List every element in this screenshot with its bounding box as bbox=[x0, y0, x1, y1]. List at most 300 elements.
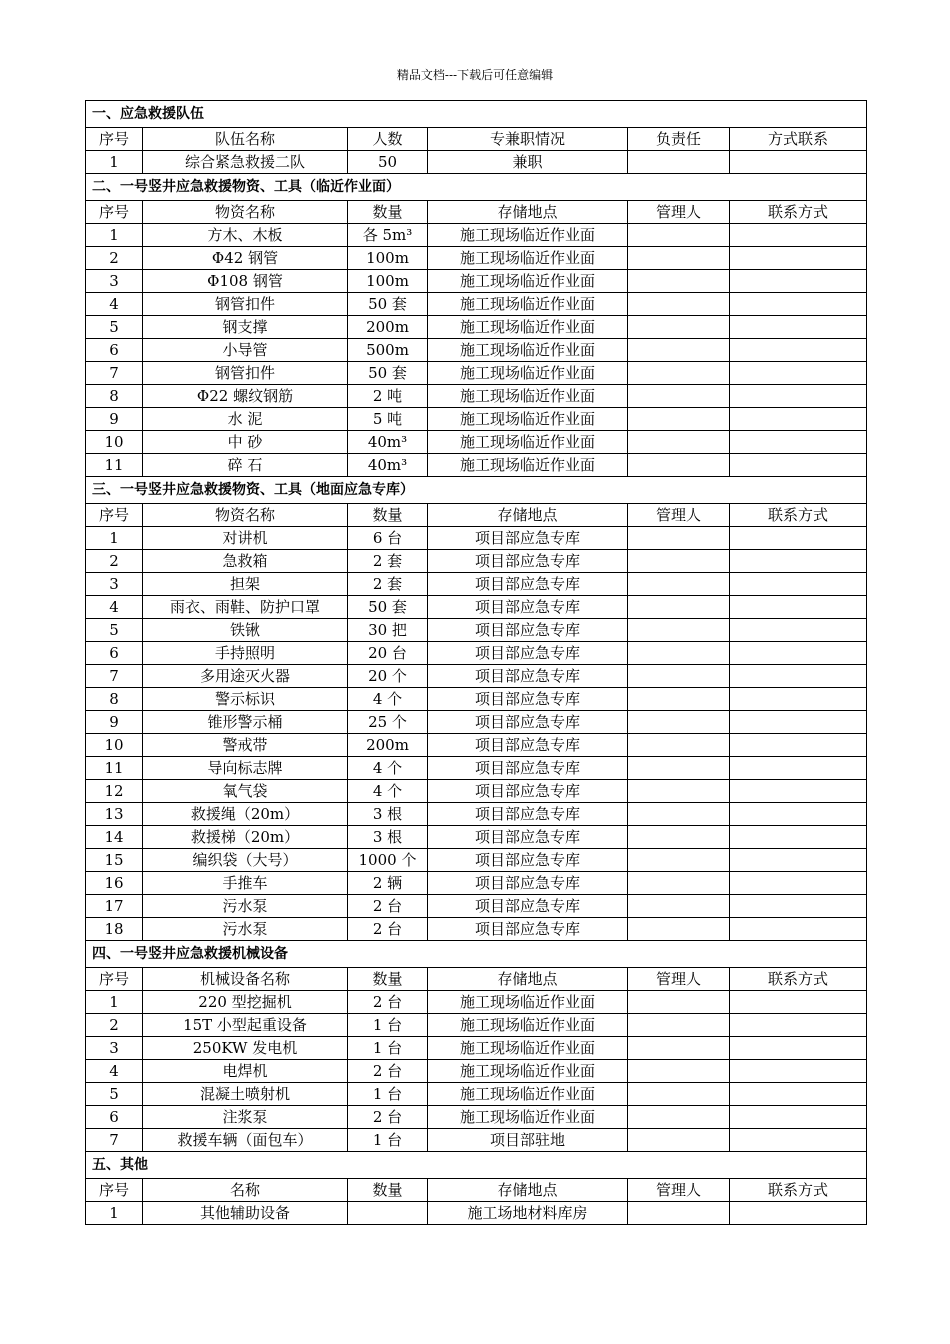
table-cell: 项目部应急专库 bbox=[428, 527, 628, 550]
column-header: 管理人 bbox=[628, 201, 730, 224]
table-cell: 项目部应急专库 bbox=[428, 711, 628, 734]
table-cell: 救援梯（20m） bbox=[143, 826, 348, 849]
table-cell bbox=[730, 385, 867, 408]
table-row bbox=[86, 339, 867, 362]
column-header: 存储地点 bbox=[428, 968, 628, 991]
column-header: 负责任 bbox=[628, 128, 730, 151]
table-row bbox=[86, 151, 867, 174]
table-cell: 2 bbox=[86, 550, 143, 573]
table-cell bbox=[628, 1129, 730, 1152]
table-cell: 250KW 发电机 bbox=[143, 1037, 348, 1060]
table-cell bbox=[628, 1014, 730, 1037]
column-header: 数量 bbox=[348, 968, 428, 991]
table-cell: 1 bbox=[86, 1202, 143, 1225]
table-cell: 1 台 bbox=[348, 1037, 428, 1060]
table-cell bbox=[730, 527, 867, 550]
table-cell bbox=[730, 895, 867, 918]
table-cell bbox=[628, 224, 730, 247]
column-header: 数量 bbox=[348, 1179, 428, 1202]
table-cell bbox=[730, 1083, 867, 1106]
column-header: 联系方式 bbox=[730, 504, 867, 527]
table-cell: 2 套 bbox=[348, 573, 428, 596]
table-cell bbox=[628, 872, 730, 895]
table-cell bbox=[730, 454, 867, 477]
table-cell: 2 台 bbox=[348, 895, 428, 918]
table-cell: 方木、木板 bbox=[143, 224, 348, 247]
table-cell: 项目部应急专库 bbox=[428, 550, 628, 573]
table-cell bbox=[628, 431, 730, 454]
section-title-row bbox=[86, 101, 867, 128]
table-cell bbox=[628, 573, 730, 596]
column-header: 方式联系 bbox=[730, 128, 867, 151]
table-row bbox=[86, 247, 867, 270]
table-cell bbox=[730, 431, 867, 454]
table-cell: 1 台 bbox=[348, 1083, 428, 1106]
table-cell: 救援车辆（面包车） bbox=[143, 1129, 348, 1152]
table-row bbox=[86, 1202, 867, 1225]
table-row bbox=[86, 991, 867, 1014]
table-cell bbox=[730, 362, 867, 385]
column-header: 管理人 bbox=[628, 968, 730, 991]
table-header-row bbox=[86, 201, 867, 224]
table-cell: 水 泥 bbox=[143, 408, 348, 431]
table-cell bbox=[628, 270, 730, 293]
table-row bbox=[86, 895, 867, 918]
table-row bbox=[86, 642, 867, 665]
table-cell bbox=[730, 1202, 867, 1225]
table-cell: 4 个 bbox=[348, 780, 428, 803]
table-cell bbox=[628, 316, 730, 339]
table-cell bbox=[628, 780, 730, 803]
table-cell: 对讲机 bbox=[143, 527, 348, 550]
table-cell: 13 bbox=[86, 803, 143, 826]
table-cell: 2 吨 bbox=[348, 385, 428, 408]
table-cell: 施工现场临近作业面 bbox=[428, 1014, 628, 1037]
table-cell: 项目部应急专库 bbox=[428, 757, 628, 780]
table-cell bbox=[628, 918, 730, 941]
table-cell: 急救箱 bbox=[143, 550, 348, 573]
column-header: 序号 bbox=[86, 504, 143, 527]
table-cell: 钢管扣件 bbox=[143, 362, 348, 385]
table-header-row bbox=[86, 968, 867, 991]
table-cell: 2 套 bbox=[348, 550, 428, 573]
column-header: 联系方式 bbox=[730, 1179, 867, 1202]
table-cell bbox=[628, 619, 730, 642]
column-header: 存储地点 bbox=[428, 201, 628, 224]
table-header-row bbox=[86, 504, 867, 527]
table-cell: 18 bbox=[86, 918, 143, 941]
table-cell: 4 个 bbox=[348, 757, 428, 780]
table-row bbox=[86, 527, 867, 550]
table-cell: 各 5m³ bbox=[348, 224, 428, 247]
table-cell: 6 bbox=[86, 1106, 143, 1129]
table-cell: 5 吨 bbox=[348, 408, 428, 431]
table-cell: 16 bbox=[86, 872, 143, 895]
table-cell: 8 bbox=[86, 688, 143, 711]
table-cell: Φ22 螺纹钢筋 bbox=[143, 385, 348, 408]
table-cell: 担架 bbox=[143, 573, 348, 596]
table-cell: 14 bbox=[86, 826, 143, 849]
table-cell: 5 bbox=[86, 316, 143, 339]
table-cell bbox=[730, 1014, 867, 1037]
table-cell bbox=[348, 1202, 428, 1225]
table-cell: 施工现场临近作业面 bbox=[428, 270, 628, 293]
table-cell: 警示标识 bbox=[143, 688, 348, 711]
table-cell bbox=[628, 454, 730, 477]
table-cell: 手推车 bbox=[143, 872, 348, 895]
table-row bbox=[86, 408, 867, 431]
table-cell bbox=[628, 1037, 730, 1060]
table-cell: 220 型挖掘机 bbox=[143, 991, 348, 1014]
table-cell bbox=[730, 991, 867, 1014]
table-cell bbox=[730, 1037, 867, 1060]
table-cell bbox=[730, 665, 867, 688]
table-cell: 15 bbox=[86, 849, 143, 872]
table-cell: 混凝土喷射机 bbox=[143, 1083, 348, 1106]
table-cell bbox=[628, 362, 730, 385]
table-cell: 1000 个 bbox=[348, 849, 428, 872]
table-cell: 兼职 bbox=[428, 151, 628, 174]
table-cell: 2 台 bbox=[348, 991, 428, 1014]
table-cell: 施工现场临近作业面 bbox=[428, 991, 628, 1014]
table-cell bbox=[628, 408, 730, 431]
table-row bbox=[86, 454, 867, 477]
table-cell bbox=[628, 895, 730, 918]
table-cell bbox=[628, 1083, 730, 1106]
table-cell bbox=[628, 826, 730, 849]
table-cell: 2 台 bbox=[348, 918, 428, 941]
table-cell: 11 bbox=[86, 757, 143, 780]
table-cell: 50 bbox=[348, 151, 428, 174]
table-cell: 12 bbox=[86, 780, 143, 803]
table-cell: 2 台 bbox=[348, 1060, 428, 1083]
table-cell bbox=[628, 991, 730, 1014]
table-cell bbox=[730, 688, 867, 711]
table-row bbox=[86, 619, 867, 642]
table-cell: 3 bbox=[86, 1037, 143, 1060]
table-cell: 施工现场临近作业面 bbox=[428, 1106, 628, 1129]
table-cell: 5 bbox=[86, 619, 143, 642]
table-cell: 碎 石 bbox=[143, 454, 348, 477]
table-cell bbox=[730, 596, 867, 619]
table-cell: 多用途灭火器 bbox=[143, 665, 348, 688]
table-cell bbox=[628, 757, 730, 780]
table-cell bbox=[628, 550, 730, 573]
table-cell: 注浆泵 bbox=[143, 1106, 348, 1129]
table-cell: 氧气袋 bbox=[143, 780, 348, 803]
table-cell bbox=[628, 688, 730, 711]
table-cell bbox=[730, 1129, 867, 1152]
table-cell: 施工场地材料库房 bbox=[428, 1202, 628, 1225]
column-header: 序号 bbox=[86, 1179, 143, 1202]
table-cell bbox=[730, 734, 867, 757]
table-cell: Φ42 钢管 bbox=[143, 247, 348, 270]
section-title-row bbox=[86, 941, 867, 968]
table-cell: 1 台 bbox=[348, 1014, 428, 1037]
table-row bbox=[86, 431, 867, 454]
table-cell: 施工现场临近作业面 bbox=[428, 247, 628, 270]
table-cell: 施工现场临近作业面 bbox=[428, 224, 628, 247]
section-title: 五、其他 bbox=[86, 1152, 867, 1179]
table-row bbox=[86, 849, 867, 872]
table-cell: 小导管 bbox=[143, 339, 348, 362]
table-cell: 25 个 bbox=[348, 711, 428, 734]
section-title: 四、一号竖井应急救援机械设备 bbox=[86, 941, 867, 968]
table-row bbox=[86, 573, 867, 596]
table-cell bbox=[628, 1202, 730, 1225]
table-header-row bbox=[86, 128, 867, 151]
table-row bbox=[86, 316, 867, 339]
table-row bbox=[86, 385, 867, 408]
table-row bbox=[86, 803, 867, 826]
table-cell: 锥形警示桶 bbox=[143, 711, 348, 734]
table-cell bbox=[730, 711, 867, 734]
table-cell: 项目部应急专库 bbox=[428, 895, 628, 918]
table-row bbox=[86, 711, 867, 734]
table-cell: 15T 小型起重设备 bbox=[143, 1014, 348, 1037]
table-cell bbox=[730, 316, 867, 339]
section-title: 三、一号竖井应急救援物资、工具（地面应急专库） bbox=[86, 477, 867, 504]
page-header: 精品文档---下载后可任意编辑 bbox=[396, 68, 554, 82]
table-cell bbox=[730, 803, 867, 826]
table-cell bbox=[628, 711, 730, 734]
table-cell bbox=[730, 293, 867, 316]
table-cell: 2 bbox=[86, 1014, 143, 1037]
table-cell: 污水泵 bbox=[143, 918, 348, 941]
column-header: 机械设备名称 bbox=[143, 968, 348, 991]
table-cell: 6 台 bbox=[348, 527, 428, 550]
table-cell: 警戒带 bbox=[143, 734, 348, 757]
table-cell bbox=[730, 1106, 867, 1129]
table-cell: 9 bbox=[86, 711, 143, 734]
table-cell: 10 bbox=[86, 734, 143, 757]
table-cell: 项目部应急专库 bbox=[428, 642, 628, 665]
table-row bbox=[86, 224, 867, 247]
table-cell: 4 bbox=[86, 596, 143, 619]
table-cell bbox=[730, 151, 867, 174]
table-cell: 10 bbox=[86, 431, 143, 454]
column-header: 联系方式 bbox=[730, 968, 867, 991]
table-cell: 施工现场临近作业面 bbox=[428, 1060, 628, 1083]
table-cell bbox=[730, 573, 867, 596]
column-header: 序号 bbox=[86, 201, 143, 224]
table-cell bbox=[628, 293, 730, 316]
table-cell: 项目部应急专库 bbox=[428, 688, 628, 711]
table-cell bbox=[628, 527, 730, 550]
column-header: 存储地点 bbox=[428, 504, 628, 527]
table-cell: 钢支撑 bbox=[143, 316, 348, 339]
column-header: 物资名称 bbox=[143, 504, 348, 527]
table-cell: 50 套 bbox=[348, 362, 428, 385]
table-cell: 项目部应急专库 bbox=[428, 573, 628, 596]
table-cell: 17 bbox=[86, 895, 143, 918]
table-row bbox=[86, 1060, 867, 1083]
table-cell: 20 个 bbox=[348, 665, 428, 688]
column-header: 队伍名称 bbox=[143, 128, 348, 151]
column-header: 联系方式 bbox=[730, 201, 867, 224]
table-cell bbox=[628, 151, 730, 174]
table-cell: 项目部应急专库 bbox=[428, 872, 628, 895]
table-row bbox=[86, 688, 867, 711]
column-header: 管理人 bbox=[628, 1179, 730, 1202]
table-cell: 综合紧急救援二队 bbox=[143, 151, 348, 174]
section-title-row bbox=[86, 174, 867, 201]
table-cell: 项目部应急专库 bbox=[428, 918, 628, 941]
table-row bbox=[86, 270, 867, 293]
table-cell: 救援绳（20m） bbox=[143, 803, 348, 826]
table-cell bbox=[628, 849, 730, 872]
table-cell bbox=[730, 780, 867, 803]
table-cell: 50 套 bbox=[348, 596, 428, 619]
table-cell: 编织袋（大号） bbox=[143, 849, 348, 872]
table-cell: 2 辆 bbox=[348, 872, 428, 895]
table-cell: 100m bbox=[348, 270, 428, 293]
section-title-row bbox=[86, 1152, 867, 1179]
table-cell bbox=[730, 339, 867, 362]
table-cell bbox=[730, 872, 867, 895]
table-cell: 项目部应急专库 bbox=[428, 734, 628, 757]
table-cell: 3 bbox=[86, 270, 143, 293]
table-cell: 施工现场临近作业面 bbox=[428, 408, 628, 431]
table-cell: 11 bbox=[86, 454, 143, 477]
table-cell bbox=[628, 803, 730, 826]
table-cell: 2 bbox=[86, 247, 143, 270]
table-cell: 项目部应急专库 bbox=[428, 596, 628, 619]
table-row bbox=[86, 1037, 867, 1060]
table-cell: 施工现场临近作业面 bbox=[428, 362, 628, 385]
table-cell: 1 台 bbox=[348, 1129, 428, 1152]
table-row bbox=[86, 293, 867, 316]
table-cell: 2 台 bbox=[348, 1106, 428, 1129]
table-cell bbox=[628, 665, 730, 688]
table-cell bbox=[628, 642, 730, 665]
table-cell: 20 台 bbox=[348, 642, 428, 665]
table-cell: 30 把 bbox=[348, 619, 428, 642]
table-cell bbox=[730, 1060, 867, 1083]
table-cell bbox=[628, 385, 730, 408]
table-row bbox=[86, 826, 867, 849]
table-cell: 4 bbox=[86, 293, 143, 316]
table-cell: 50 套 bbox=[348, 293, 428, 316]
table-cell: 1 bbox=[86, 151, 143, 174]
table-row bbox=[86, 596, 867, 619]
table-cell: 项目部应急专库 bbox=[428, 826, 628, 849]
table-cell bbox=[628, 247, 730, 270]
table-cell bbox=[730, 270, 867, 293]
table-cell: 1 bbox=[86, 991, 143, 1014]
table-cell: Φ108 钢管 bbox=[143, 270, 348, 293]
table-row bbox=[86, 1014, 867, 1037]
table-header-row bbox=[86, 1179, 867, 1202]
table-cell: 施工现场临近作业面 bbox=[428, 1083, 628, 1106]
table-cell: 雨衣、雨鞋、防护口罩 bbox=[143, 596, 348, 619]
table-cell: 3 bbox=[86, 573, 143, 596]
table-cell bbox=[628, 1060, 730, 1083]
table-cell bbox=[730, 408, 867, 431]
column-header: 人数 bbox=[348, 128, 428, 151]
table-cell bbox=[730, 918, 867, 941]
column-header: 序号 bbox=[86, 128, 143, 151]
table-row bbox=[86, 918, 867, 941]
table-cell: 7 bbox=[86, 1129, 143, 1152]
table-cell bbox=[730, 757, 867, 780]
table-cell: 其他辅助设备 bbox=[143, 1202, 348, 1225]
table-cell bbox=[628, 596, 730, 619]
table-cell bbox=[730, 619, 867, 642]
table-cell: 1 bbox=[86, 224, 143, 247]
table-cell bbox=[730, 642, 867, 665]
table-cell: 项目部驻地 bbox=[428, 1129, 628, 1152]
table-cell: 施工现场临近作业面 bbox=[428, 1037, 628, 1060]
table-cell: 施工现场临近作业面 bbox=[428, 431, 628, 454]
table-cell: 7 bbox=[86, 362, 143, 385]
table-cell: 5 bbox=[86, 1083, 143, 1106]
table-cell: 7 bbox=[86, 665, 143, 688]
section-title: 一、应急救援队伍 bbox=[86, 101, 867, 128]
table-cell: 4 bbox=[86, 1060, 143, 1083]
table-cell: 施工现场临近作业面 bbox=[428, 316, 628, 339]
table-row bbox=[86, 780, 867, 803]
column-header: 物资名称 bbox=[143, 201, 348, 224]
table-cell: 项目部应急专库 bbox=[428, 619, 628, 642]
table-cell bbox=[628, 339, 730, 362]
column-header: 名称 bbox=[143, 1179, 348, 1202]
section-title: 二、一号竖井应急救援物资、工具（临近作业面） bbox=[86, 174, 867, 201]
table-cell: 施工现场临近作业面 bbox=[428, 385, 628, 408]
table-cell: 1 bbox=[86, 527, 143, 550]
table-cell: 手持照明 bbox=[143, 642, 348, 665]
table-row bbox=[86, 872, 867, 895]
column-header: 管理人 bbox=[628, 504, 730, 527]
table-cell: 6 bbox=[86, 339, 143, 362]
table-cell: 项目部应急专库 bbox=[428, 849, 628, 872]
table-cell: 中 砂 bbox=[143, 431, 348, 454]
table-cell bbox=[730, 550, 867, 573]
table-cell: 项目部应急专库 bbox=[428, 780, 628, 803]
table-cell: 项目部应急专库 bbox=[428, 665, 628, 688]
table-cell: 施工现场临近作业面 bbox=[428, 339, 628, 362]
emergency-resources-table bbox=[85, 100, 867, 1225]
table-cell: 6 bbox=[86, 642, 143, 665]
table-cell: 9 bbox=[86, 408, 143, 431]
column-header: 序号 bbox=[86, 968, 143, 991]
table-row bbox=[86, 550, 867, 573]
table-cell: 3 根 bbox=[348, 826, 428, 849]
table-cell: 200m bbox=[348, 734, 428, 757]
table-cell bbox=[730, 849, 867, 872]
table-cell: 500m bbox=[348, 339, 428, 362]
table-cell: 项目部应急专库 bbox=[428, 803, 628, 826]
table-row bbox=[86, 734, 867, 757]
table-cell: 钢管扣件 bbox=[143, 293, 348, 316]
table-row bbox=[86, 1083, 867, 1106]
column-header: 专兼职情况 bbox=[428, 128, 628, 151]
table-cell: 施工现场临近作业面 bbox=[428, 293, 628, 316]
column-header: 数量 bbox=[348, 504, 428, 527]
table-cell: 40m³ bbox=[348, 454, 428, 477]
column-header: 数量 bbox=[348, 201, 428, 224]
table-cell: 100m bbox=[348, 247, 428, 270]
table-cell: 铁锹 bbox=[143, 619, 348, 642]
table-row bbox=[86, 362, 867, 385]
table-row bbox=[86, 1129, 867, 1152]
table-row bbox=[86, 757, 867, 780]
table-cell: 200m bbox=[348, 316, 428, 339]
table-cell: 8 bbox=[86, 385, 143, 408]
table-cell: 4 个 bbox=[348, 688, 428, 711]
table-row bbox=[86, 1106, 867, 1129]
table-row bbox=[86, 665, 867, 688]
